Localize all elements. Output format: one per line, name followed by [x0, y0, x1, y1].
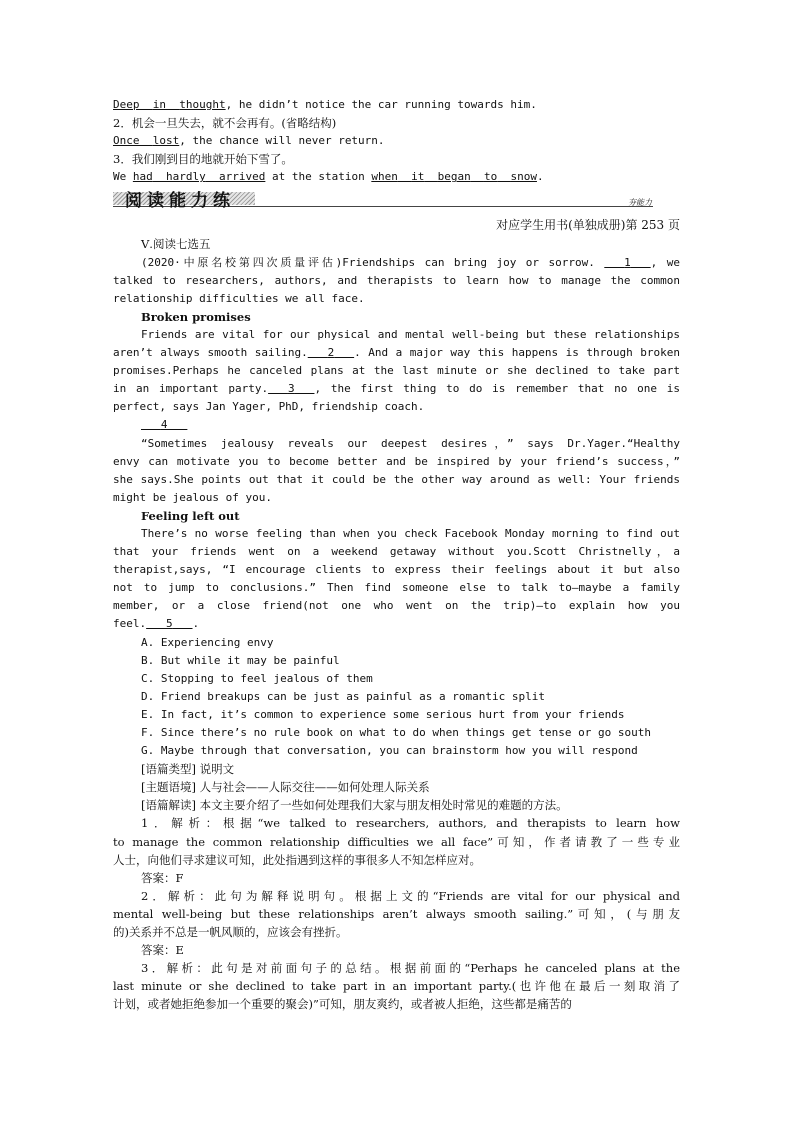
passage-line: not to jump to conclusions.” Then find someone else to talk to—maybe a family	[113, 581, 680, 595]
sentence-text: , the chance will never return.	[179, 134, 385, 148]
answer-word: arrived	[219, 170, 266, 184]
answer-word: hardly	[166, 170, 206, 184]
answer-word: thought	[179, 98, 226, 111]
blank-4: 4	[160, 418, 168, 432]
option-b: B. But while it may be painful	[141, 653, 340, 667]
passage-line: perfect, says Jan Yager, PhD, friendship coach.	[113, 400, 425, 414]
option-a: A. Experiencing envy	[141, 635, 274, 649]
passage-line: aren’t always smooth sailing. 2 . And a major way this happens is through broken	[113, 344, 680, 362]
banner-title: 阅读能力练	[125, 191, 235, 212]
option-c: C. Stopping to feel jealous of them	[141, 671, 373, 685]
passage-line: “Sometimes jealousy reveals our deepest desires，” says Dr.Yager.“Healthy	[141, 436, 680, 450]
passage-line: might be jealous of you.	[113, 490, 272, 504]
explanation-line: 1．解析：根据“we talked to researchers, authors, and therapists to learn how	[141, 816, 680, 831]
page-reference: 对应学生用书(单独成册)第 253 页	[496, 218, 680, 233]
answer-word: lost	[152, 134, 180, 148]
answer-2: 答案：E	[141, 943, 184, 958]
answer-word: it	[411, 170, 425, 184]
answer-word: Once	[113, 134, 140, 148]
blank-1: 1	[624, 255, 631, 269]
passage-line: feel. 5 .	[113, 615, 680, 633]
blank-4-line	[113, 416, 680, 434]
answer-line-2	[113, 132, 680, 150]
passage-line: There’s no worse feeling than when you check Facebook Monday morning to find out	[141, 526, 680, 540]
answer-word: had	[132, 170, 153, 184]
answer-line-3	[113, 168, 680, 186]
section-banner	[113, 188, 680, 214]
sentence-text: , he didn’t notice the car running towards him.	[225, 98, 537, 111]
passage-line: (2020·中原名校第四次质量评估)Friendships can bring joy or sorrow. 1 , we	[113, 254, 680, 272]
option-e: E. In fact, it’s common to experience some serious hurt from your friends	[141, 707, 625, 721]
answer-word: to	[483, 170, 498, 184]
passage-line: talked to researchers, authors, and therapists to learn how to manage the common	[113, 273, 680, 287]
sentence-text: .	[536, 170, 544, 184]
explanation-line: 的)关系并不总是一帆风顺的，应该会有挫折。	[113, 925, 348, 940]
answer-line-1	[113, 96, 680, 114]
passage-line: relationship difficulties we all face.	[113, 291, 365, 305]
explanation-line: last minute or she declined to take part in an important party.(也许他在最后一刻取消了	[113, 979, 680, 994]
answer-word: began	[437, 170, 471, 184]
answer-word: snow	[510, 170, 537, 184]
answer-word: in	[152, 98, 166, 111]
subheading: Broken promises	[141, 309, 251, 324]
answer-1: 答案：F	[141, 870, 184, 885]
passage-line: Friends are vital for our physical and mental well-being but these relationships	[141, 327, 680, 341]
exercise-prompt-3: 3．我们刚到目的地就开始下雪了。	[113, 152, 293, 167]
explanation-line: to manage the common relationship difficulties we all face”可知，作者请教了一些专业	[113, 834, 680, 849]
banner-tag: 夯能力	[628, 198, 652, 208]
answer-word: Deep	[113, 98, 140, 111]
sentence-text: at the station	[265, 170, 372, 184]
option-d: D. Friend breakups can be just as painful as a romantic split	[141, 689, 545, 703]
text-summary: [语篇解读] 本文主要介绍了一些如何处理我们大家与朋友相处时常见的难题的方法。	[141, 798, 568, 813]
subheading: Feeling left out	[141, 508, 240, 523]
blank-3: 3	[287, 382, 295, 396]
passage-line: promises.Perhaps he canceled plans at the last minute or she declined to take part	[113, 364, 680, 378]
passage-line: member, or a close friend(not one who went on the trip)—to explain how you	[113, 599, 680, 613]
passage-line: in an important party. 3 , the first thing to do is remember that no one is	[113, 380, 680, 398]
blank-2: 2	[327, 346, 335, 360]
passage-line: envy can motivate you to become better and be inspired by your friend’s success，”	[113, 454, 680, 468]
blank-5: 5	[166, 617, 173, 631]
text-type: [语篇类型] 说明文	[141, 762, 235, 777]
theme-context: [主题语境] 人与社会——人际交往——如何处理人际关系	[141, 780, 430, 795]
option-f: F. Since there’s no rule book on what to do when things get tense or go south	[141, 726, 651, 739]
passage-line: therapist,says, “I encourage clients to express their feelings about it but also	[113, 563, 680, 577]
exercise-prompt-2: 2．机会一旦失去，就不会再有。(省略结构)	[113, 116, 337, 131]
passage-line: she says.She points out that it could be the other way around as well: Your friends	[113, 472, 680, 486]
option-g: G. Maybe through that conversation, you can brainstorm how you will respond	[141, 744, 638, 758]
explanation-line: 2．解析：此句为解释说明句。根据上文的“Friends are vital for our physical and	[141, 888, 680, 903]
section-heading: Ⅴ.阅读七选五	[141, 237, 211, 252]
sentence-text: We	[113, 170, 133, 184]
answer-word: when	[371, 170, 398, 184]
explanation-line: 人士，向他们寻求建议可知，此处指遇到这样的事很多人不知怎样应对。	[113, 852, 481, 867]
passage-line: that your friends went on a weekend getaway without you.Scott Christnelly，a	[113, 545, 680, 559]
explanation-line: 计划，或者她拒绝参加一个重要的聚会)”可知，朋友爽约，或者被人拒绝，这些都是痛苦的	[113, 997, 572, 1012]
explanation-line: 3．解析：此句是对前面句子的总结。根据前面的“Perhaps he canceled plans at the	[141, 961, 680, 976]
document-content	[113, 96, 680, 1014]
explanation-line: mental well-being but these relationships aren’t always smooth sailing.”可知，(与朋友	[113, 906, 680, 921]
